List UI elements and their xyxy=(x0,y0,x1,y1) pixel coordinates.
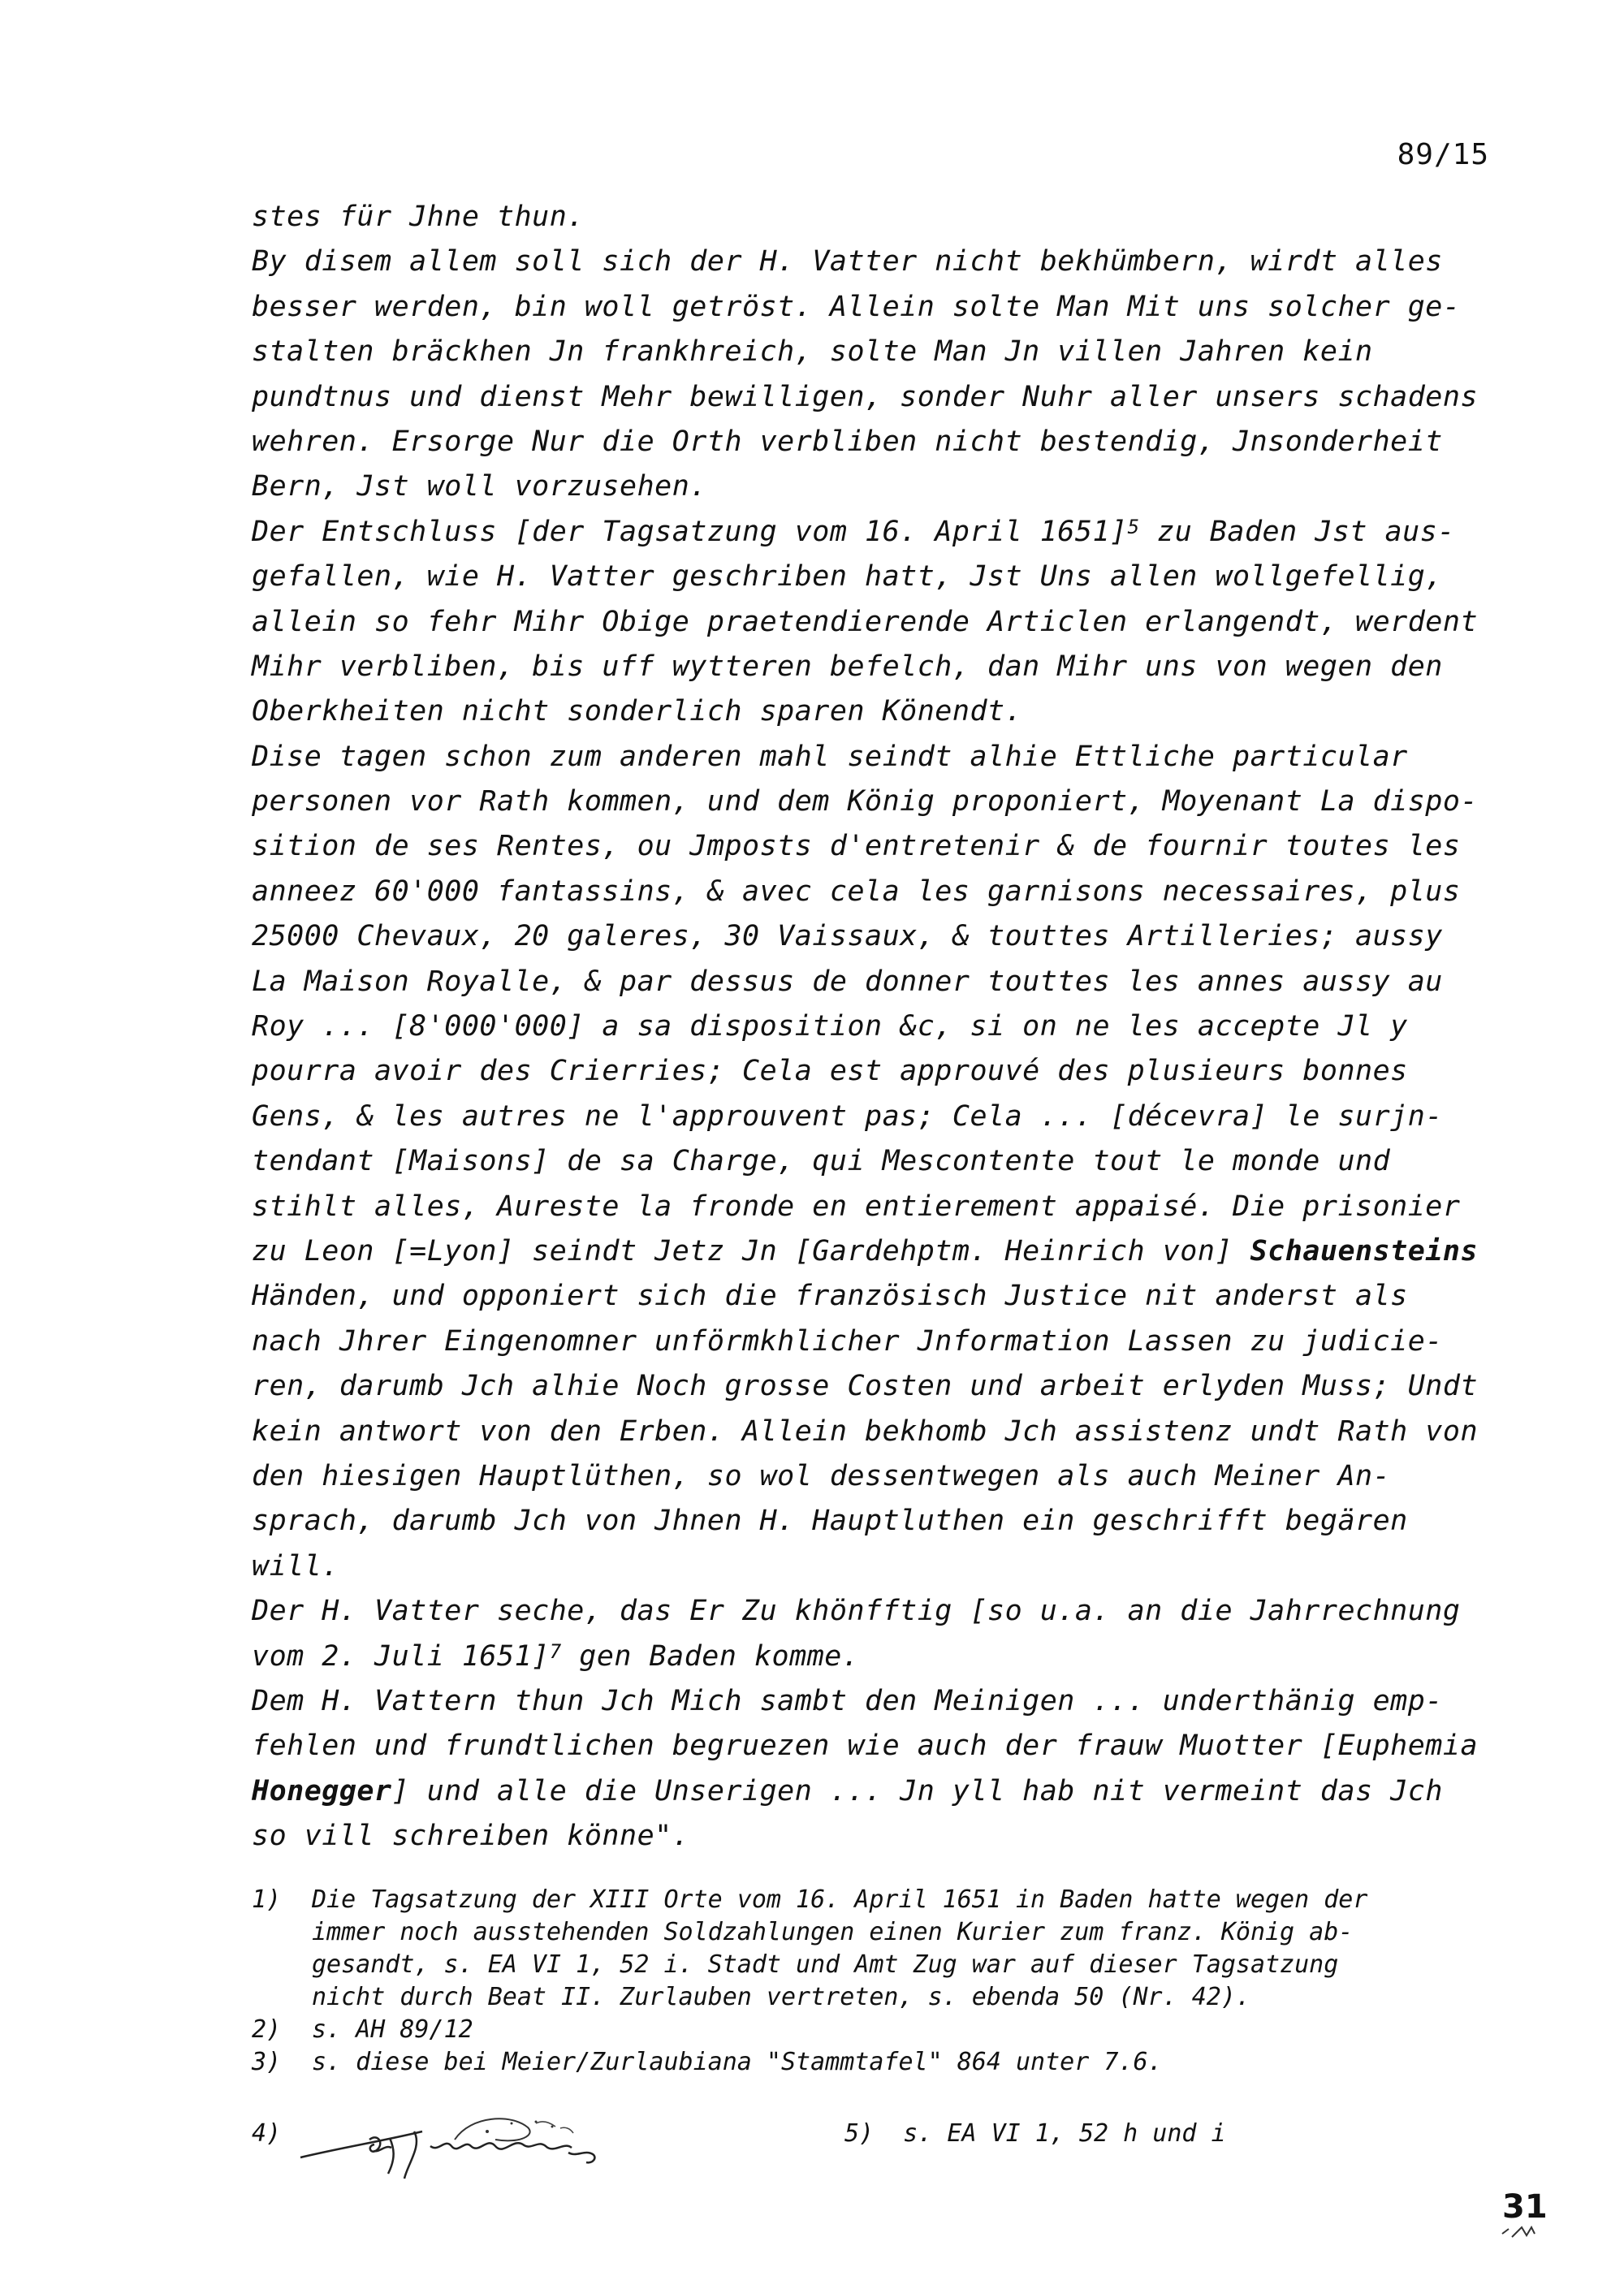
body-line: kein antwort von den Erben. Allein bekhomb Jch assistenz undt Rath von xyxy=(252,1414,1479,1448)
body-line: tendant [Maisons] de sa Charge, qui Mescontente tout le monde und xyxy=(252,1145,1391,1178)
body-line-text: zu Leon [=Lyon] seindt Jetz Jn [Gardehptm. Heinrich von] xyxy=(252,1234,1250,1268)
body-line: fehlen und frundtlichen begruezen wie auch der frauw Muotter [Euphemia xyxy=(252,1730,1479,1763)
footnote-line: s. AH 89/12 xyxy=(312,2015,473,2044)
footnote-line: Die Tagsatzung der XIII Orte vom 16. April 1651 in Baden hatte wegen der xyxy=(312,1885,1368,1914)
body-line: anneez 60'000 fantassins, & avec cela les garnisons necessaires, plus xyxy=(252,875,1461,908)
body-line: Roy ... [8'000'000] a sa disposition &c, si on ne les accepte Jl y xyxy=(252,1010,1408,1043)
page-stamp xyxy=(1494,2183,1551,2248)
footnote-row-bottom xyxy=(252,2111,1518,2184)
body-line-text: gen Baden komme. xyxy=(561,1639,860,1673)
body-line: Oberkheiten nicht sonderlich sparen Könendt. xyxy=(252,695,1023,728)
body-line: personen vor Rath kommen, und dem König proponiert, Moyenant La dispo- xyxy=(252,785,1479,818)
body-line: Gens, & les autres ne l'approuvent pas; Cela ... [décevra] le surjn- xyxy=(252,1099,1443,1133)
body-line: sprach, darumb Jch von Jhnen H. Hauptluthen ein geschrifft begären xyxy=(252,1505,1408,1538)
footnote-marker: 7 xyxy=(549,1639,562,1663)
body-line xyxy=(252,1635,1502,1679)
footnote-text xyxy=(312,2046,1518,2079)
footnote-line: immer noch ausstehenden Soldzahlungen einen Kurier zum franz. König ab- xyxy=(312,1918,1354,1946)
letter-body xyxy=(252,195,1502,1859)
body-line: allein so fehr Mihr Obige praetendierende Articlen erlangendt, werdent xyxy=(252,605,1479,638)
body-line: By disem allem soll sich der H. Vatter nicht bekhümbern, wirdt alles xyxy=(252,245,1443,279)
body-line xyxy=(252,1229,1502,1274)
body-line: La Maison Royalle, & par dessus de donner touttes les annes aussy au xyxy=(252,965,1443,998)
body-line: wehren. Ersorge Nur die Orth verbliben nicht bestendig, Jnsonderheit xyxy=(252,425,1443,458)
body-line xyxy=(252,1769,1502,1814)
body-line-name: Schauensteins xyxy=(1250,1234,1479,1268)
footnote xyxy=(252,1884,1518,2014)
footnote-4-number: 4) xyxy=(252,2119,282,2148)
body-line: Händen, und opponiert sich die französisch Justice nit anderst als xyxy=(252,1280,1408,1313)
body-line: Dise tagen schon zum anderen mahl seindt alhie Ettliche particular xyxy=(252,740,1408,773)
footnote-5: 5) s. EA VI 1, 52 h und i xyxy=(844,2119,1226,2148)
footnote-marker: 5 xyxy=(1127,515,1140,538)
body-line xyxy=(252,510,1502,555)
body-line: stalten bräckhen Jn frankhreich, solte Man Jn villen Jahren kein xyxy=(252,335,1373,369)
body-line: besser werden, bin woll getröst. Allein solte Man Mit uns solcher ge- xyxy=(252,290,1461,323)
body-line: Dem H. Vattern thun Jch Mich sambt den Meinigen ... underthänig emp- xyxy=(252,1684,1443,1717)
signature-image xyxy=(292,2107,617,2180)
body-line: ren, darumb Jch alhie Noch grosse Costen und arbeit erlyden Muss; Undt xyxy=(252,1370,1479,1403)
footnotes xyxy=(252,1884,1518,2079)
body-line: gefallen, wie H. Vatter geschriben hatt, Jst Uns allen wollgefellig, xyxy=(252,560,1443,594)
footnote-number: 2) xyxy=(252,2015,282,2044)
body-line: pundtnus und dienst Mehr bewilligen, sonder Nuhr aller unsers schadens xyxy=(252,380,1479,413)
body-line: 25000 Chevaux, 20 galeres, 30 Vaissaux, & touttes Artilleries; aussy xyxy=(252,920,1443,953)
body-line-text: ] und alle die Unserigen ... Jn yll hab nit vermeint das Jch xyxy=(391,1774,1443,1807)
footnote-text xyxy=(312,1884,1518,2014)
page-stamp-number: 31 xyxy=(1502,2188,1548,2226)
body-line: stes für Jhne thun. xyxy=(252,201,585,233)
body-line: Bern, Jst woll vorzusehen. xyxy=(252,470,707,503)
body-line-text: Der Entschluss [der Tagsatzung vom 16. April 1651] xyxy=(252,515,1128,548)
footnote-number: 1) xyxy=(252,1885,282,1914)
body-line-name: Honegger xyxy=(252,1774,392,1807)
footnote-line: gesandt, s. EA VI 1, 52 i. Stadt und Amt Zug war auf dieser Tagsatzung xyxy=(312,1950,1339,1979)
page-number: 89/15 xyxy=(1397,138,1489,171)
footnote-text xyxy=(312,2014,1518,2046)
body-line-text: zu Baden Jst aus- xyxy=(1139,515,1455,548)
body-line: den hiesigen Hauptlüthen, so wol dessentwegen als auch Meiner An- xyxy=(252,1459,1391,1492)
footnote-number: 3) xyxy=(252,2048,282,2076)
body-line: will. xyxy=(252,1549,339,1583)
body-line: so vill schreiben könne". xyxy=(252,1820,690,1853)
footnote xyxy=(252,2046,1518,2079)
footnote-line: s. diese bei Meier/Zurlaubiana "Stammtafel" 864 unter 7.6. xyxy=(312,2048,1163,2076)
body-line: pourra avoir des Crierries; Cela est approuvé des plusieurs bonnes xyxy=(252,1055,1408,1088)
body-line: Mihr verbliben, bis uff wytteren befelch, dan Mihr uns von wegen den xyxy=(252,650,1443,683)
body-line: nach Jhrer Eingenomner unförmkhlicher Jnformation Lassen zu judicie- xyxy=(252,1324,1443,1358)
body-line: sition de ses Rentes, ou Jmposts d'entretenir & de fournir toutes les xyxy=(252,830,1461,863)
body-line: Der H. Vatter seche, das Er Zu khönfftig [so u.a. an die Jahrrechnung xyxy=(252,1595,1461,1628)
body-line: stihlt alles, Aureste la fronde en entierement appaisé. Die prisonier xyxy=(252,1190,1461,1223)
footnote xyxy=(252,2014,1518,2046)
footnote-line: nicht durch Beat II. Zurlauben vertreten, s. ebenda 50 (Nr. 42). xyxy=(312,1983,1250,2011)
body-line-text: vom 2. Juli 1651] xyxy=(252,1639,550,1673)
